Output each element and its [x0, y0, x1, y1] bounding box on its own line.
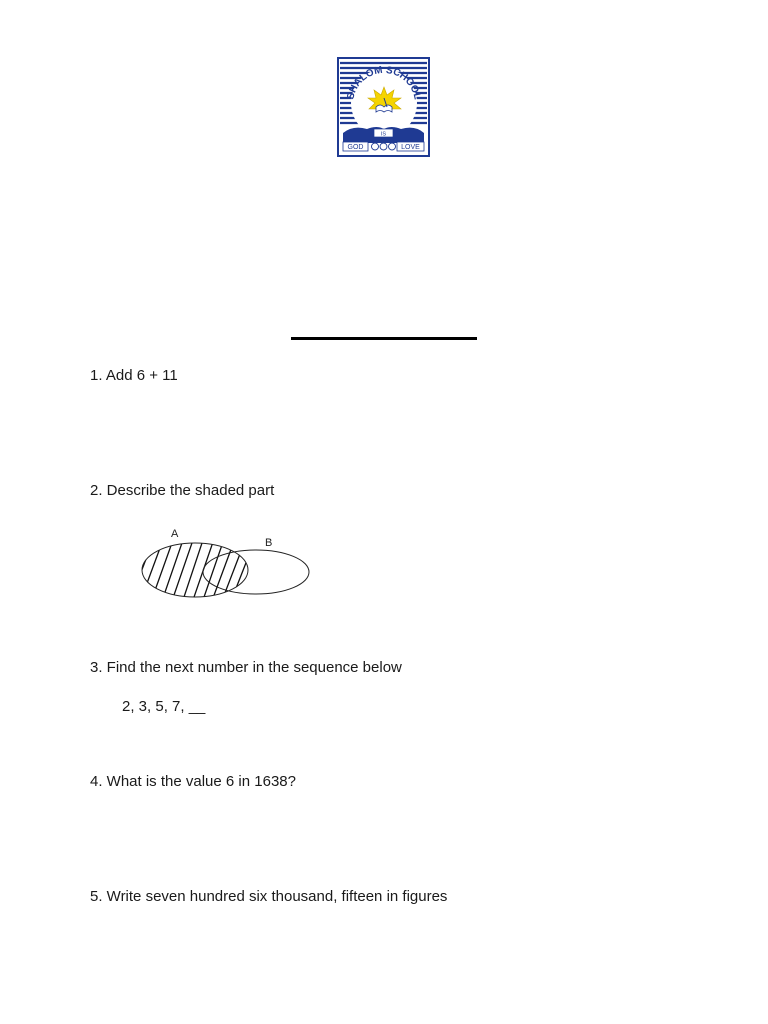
logo-school-name: SHALOM SCHOOL [345, 64, 423, 101]
logo-motto-is: IS [380, 131, 387, 138]
venn-set-a [142, 543, 248, 597]
question-1: 1. Add 6 + 11 [90, 367, 178, 384]
school-logo [337, 57, 430, 157]
venn-label-b: B [265, 537, 273, 549]
question-3: 3. Find the next number in the sequence below [90, 659, 402, 676]
question-4: 4. What is the value 6 in 1638? [90, 773, 296, 790]
number-sequence: 2, 3, 5, 7, __ [122, 698, 206, 715]
logo-motto-love: LOVE [401, 144, 420, 151]
venn-shading [138, 540, 251, 600]
venn-set-b [203, 550, 309, 594]
question-2: 2. Describe the shaded part [90, 482, 275, 499]
logo-motto-god: GOD [347, 144, 364, 151]
title-rule [291, 337, 477, 340]
venn-diagram [135, 522, 320, 604]
venn-label-a: A [171, 528, 179, 540]
question-5: 5. Write seven hundred six thousand, fifteen in figures [90, 888, 448, 905]
